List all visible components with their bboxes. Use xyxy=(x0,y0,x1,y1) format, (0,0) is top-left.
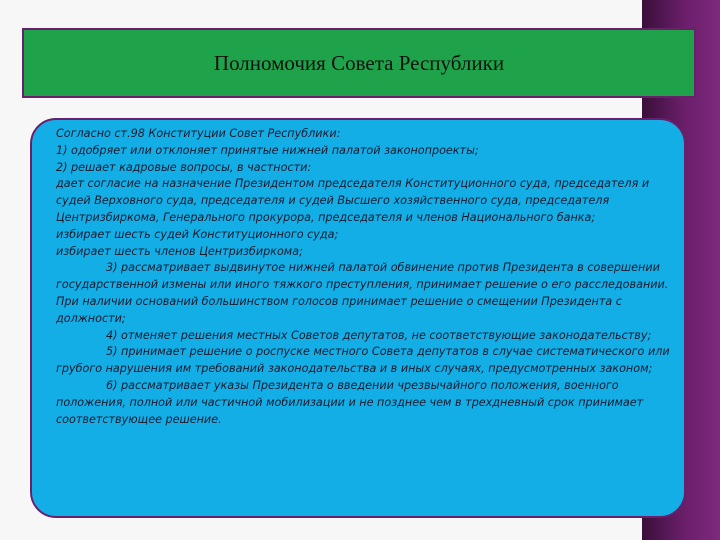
paragraph: 3) рассматривает выдвинутое нижней палатой обвинение против Президента в совершении государственной измены или иного тяжкого преступления, принимает решение о его расследовании. При наличии оснований большинством голосов принимает решение о смещении Президента с должности; xyxy=(56,261,669,325)
paragraph: избирает шесть судей Конституционного суда; xyxy=(56,227,339,241)
paragraph: избирает шесть членов Центризбиркома; xyxy=(56,244,303,258)
paragraph: 4) отменяет решения местных Советов депутатов, не соответствующие законодательству; xyxy=(106,328,652,342)
page-title: Полномочия Совета Республики xyxy=(213,50,505,75)
paragraph: 5) принимает решение о роспуске местного Совета депутатов в случае систематического или грубого нарушения им требований законодательства и в иных случаях, предусмотренных законом; xyxy=(56,345,670,376)
title-banner xyxy=(22,28,696,98)
paragraph: 1) одобряет или отклоняет принятые нижней палатой законопроекты; xyxy=(56,143,479,157)
paragraph: 2) решает кадровые вопросы, в частности: xyxy=(56,160,312,174)
paragraph: дает согласие на назначение Президентом председателя Конституционного суда, председателя и судей Верховного суда, председателя и судей Высшего хозяйственного суда, председателя Центризбиркома, Генерального прокурора, председателя и членов Национального банка; xyxy=(56,177,650,224)
content-panel xyxy=(30,118,686,518)
paragraph: 6) рассматривает указы Президента о введении чрезвычайного положения, военного положения, полной или частичной мобилизации и не позднее чем в трехдневный срок принимает соответствующее решение. xyxy=(56,378,644,426)
paragraph: Согласно ст.98 Конституции Совет Республики: xyxy=(56,127,341,140)
